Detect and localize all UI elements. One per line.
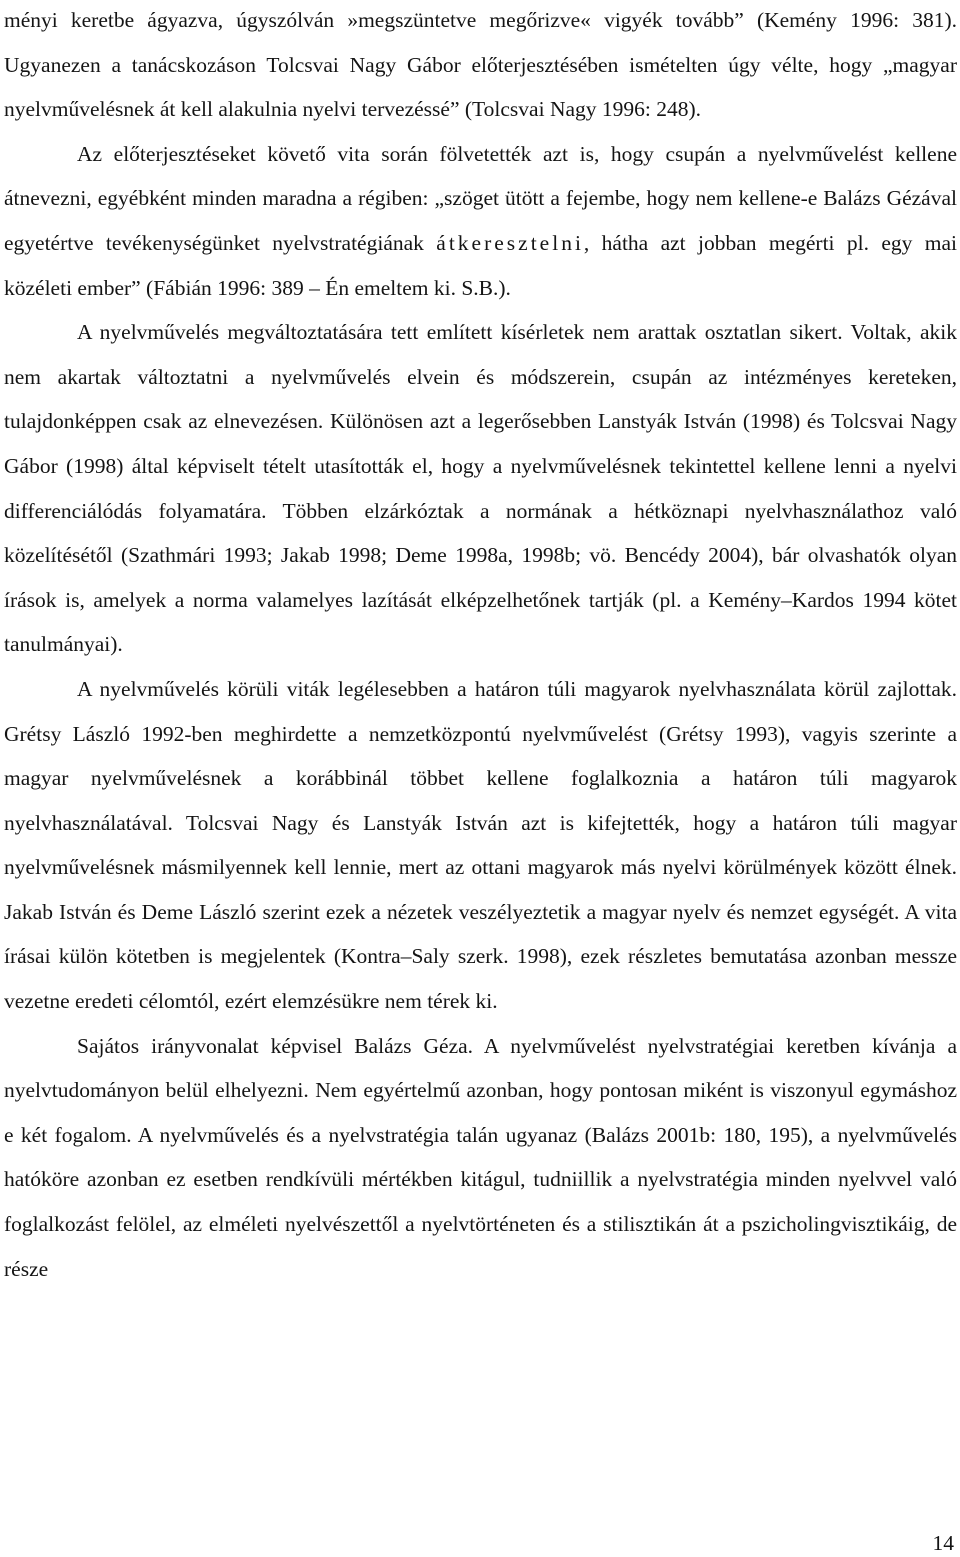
paragraph-2-text-after: , hátha azt jobban megérti pl. egy mai közéleti ember” (Fábián 1996: 389 – Én emeltem ki. S.B.).	[4, 230, 957, 300]
paragraph-4: A nyelvművelés körüli viták legélesebben a határon túli magyarok nyelvhasználata körül zajlottak. Grétsy László 1992-ben meghirdette a nemzetközpontú nyelvművelést (Grétsy 1993), vagyis szerinte a magyar nyelvművelésnek a korábbinál többet kellene foglalkoznia a határon túli magyarok nyelvhasználatával. Tolcsvai Nagy és Lanstyák István azt is kifejtették, hogy a határon túli magyar nyelvművelésnek másmilyennek kell lennie, mert az ottani magyarok más nyelvi körülmények között élnek. Jakab István és Deme László szerint ezek a nézetek veszélyeztetik a magyar nyelv és nemzet egységét. A vita írásai külön kötetben is megjelentek (Kontra–Saly szerk. 1998), ezek részletes bemutatása azonban messze vezetne eredeti célomtól, ezért elemzésükre nem térek ki.	[4, 676, 957, 1014]
page-number: 14	[932, 1531, 954, 1555]
body-text	[4, 0, 957, 1291]
paragraph-2-text-before: Az előterjesztéseket követő vita során fölvetették azt is, hogy csupán a nyelvművelést kellene átnevezni, egyébként minden maradna a régiben: „szöget ütött a fejembe, hogy nem kellene-e Balázs Gézával egyetértve tevékenységünket nyelvstratégiának	[4, 141, 957, 255]
paragraph-5: Sajátos irányvonalat képvisel Balázs Géza. A nyelvművelést nyelvstratégiai keretben kívánja a nyelvtudományon belül elhelyezni. Nem egyértelmű azonban, hogy pontosan miként is viszonyul egymáshoz e két fogalom. A nyelvművelés és a nyelvstratégia talán ugyanaz (Balázs 2001b: 180, 195), a nyelvművelés hatóköre azonban ez esetben rendkívüli mértékben kitágul, tudniillik a nyelvstratégia minden nyelvvel való foglalkozást felölel, az elméleti nyelvészettől a nyelvtörténeten és a stilisztikán át a pszicholingvisztikáig, de része	[4, 1033, 957, 1281]
spaced-emphasis-word: átkeresztelni	[436, 230, 584, 255]
paragraph-3: A nyelvművelés megváltoztatására tett említett kísérletek nem arattak osztatlan sikert. Voltak, akik nem akartak változtatni a nyelvművelés elvein és módszerein, csupán az intézményes kereteken, tulajdonképpen csak az elnevezésen. Különösen azt a legerősebben Lanstyák István (1998) és Tolcsvai Nagy Gábor (1998) által képviselt tételt utasították el, hogy a nyelvművelésnek tekintettel kellene lenni a nyelvi differenciálódás folyamatára. Többen elzárkóztak a normának a hétköznapi nyelvhasználathoz való közelítésétől (Szathmári 1993; Jakab 1998; Deme 1998a, 1998b; vö. Bencédy 2004), bár olvashatók olyan írások is, amelyek a norma valamelyes lazítását elképzelhetőnek tartják (pl. a Kemény–Kardos 1994 kötet tanulmányai).	[4, 320, 957, 657]
paragraph-2	[4, 132, 957, 310]
paragraph-1: ményi keretbe ágyazva, úgyszólván »megszüntetve megőrizve« vigyék tovább” (Kemény 1996: 381). Ugyanezen a tanácskozáson Tolcsvai Nagy Gábor előterjesztésében ismételten úgy vélte, hogy „magyar nyelvművelésnek át kell alakulnia nyelvi tervezéssé” (Tolcsvai Nagy 1996: 248).	[4, 8, 957, 122]
